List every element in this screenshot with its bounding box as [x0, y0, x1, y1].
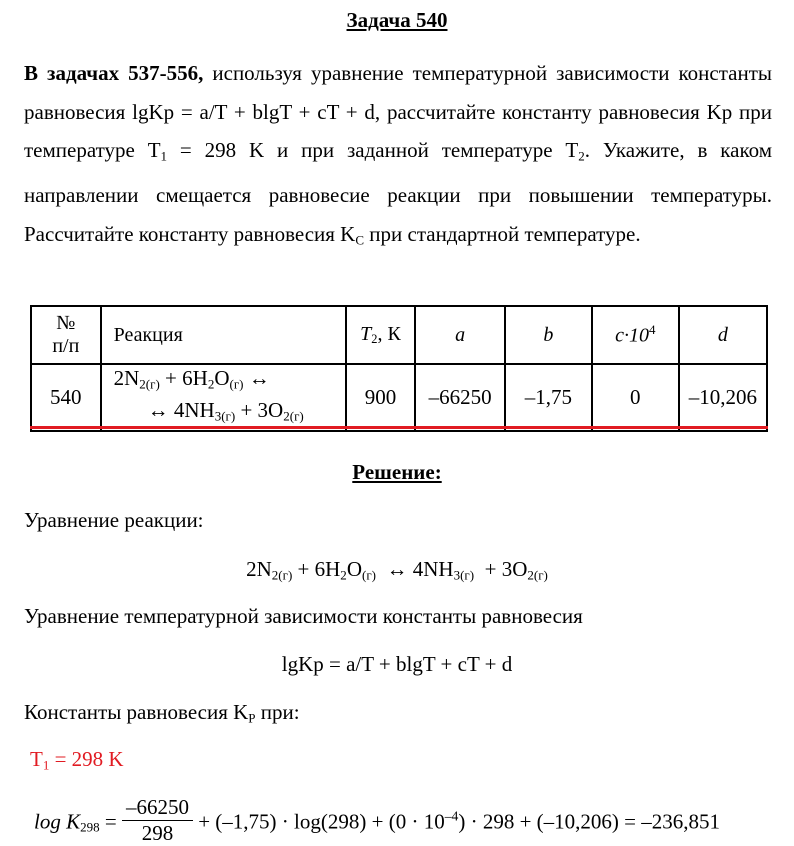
reaction-eq-label: Уравнение реакции: [24, 508, 204, 532]
statement-text-4: при стандартной температуре. [364, 221, 641, 246]
statement-text-1: используя уравнение температурной зависимости константы равновесия lgKp = a/T + blgT + cT + d, рассчитайте константу равновесия Kp при температуре T [24, 61, 772, 163]
header-a: a [415, 306, 505, 364]
table-header-row [31, 306, 767, 364]
statement-sub-2: 2 [578, 148, 585, 164]
data-table [30, 305, 768, 432]
table-row [31, 364, 767, 431]
problem-title: Задача 540 [346, 8, 448, 32]
solution-heading: Решение: [352, 460, 442, 484]
statement-bold-lead: В задачах 537-556, [24, 61, 204, 85]
statement-sub-kc: C [355, 231, 365, 247]
header-c: $c\cdot 10^4$ [592, 306, 679, 364]
reaction-equation: $2N_{2(г)} + 6H_2O_{(г)}$ ↔ $4NH_{3(г)} + 3O_{2(г)}$ [246, 557, 548, 583]
header-b: b [505, 306, 592, 364]
cell-c: 0 [592, 364, 679, 431]
t1-value: $T_1 = 298$ K [30, 747, 124, 773]
header-reaction: Реакция [101, 306, 346, 364]
header-t2: $T_2$, К [346, 306, 416, 364]
cell-reaction [101, 364, 346, 431]
cell-num: 540 [31, 364, 101, 431]
temp-dependence-label: Уравнение температурной зависимости константы равновесия [24, 604, 583, 628]
statement-text-2: = 298 K и при заданной температуре T [167, 138, 579, 163]
reaction-line-2: ↔ $4NH_{3(г)} + 3O_{2(г)}$ [147, 398, 304, 424]
cell-d: –10,206 [679, 364, 767, 431]
reaction-line-1: $2N_{2(г)} + 6H_2O_{(г)}$ ↔ [113, 366, 270, 392]
red-underline [30, 426, 768, 429]
fraction: $\frac{-66250}{298}$ [122, 795, 193, 846]
statement-sub-1: 1 [160, 148, 168, 164]
header-d: d [679, 306, 767, 364]
cell-b: –1,75 [505, 364, 592, 431]
temp-dependence-equation: lgKp = a/T + blgT + cT + d [281, 652, 513, 676]
statement-text-3: . Укажите, в каком направлении смещается равновесие реакции при повышении температуры. Рассчитайте константу равновесия K [24, 138, 772, 246]
kp298-formula: $\log K_{298}$ = $\frac{-66250}{298}$ + $(-1,75) \cdot \log(298) + (0 \cdot 10^{-4}) \cdot 298 + (-10,206) = -236,851$ [34, 795, 721, 845]
cell-a: –66250 [415, 364, 505, 431]
cell-t2: 900 [346, 364, 416, 431]
header-num: № п/п [31, 306, 101, 364]
kp-label: Константы равновесия $K_P$ при: [24, 700, 300, 726]
problem-statement [24, 54, 772, 259]
